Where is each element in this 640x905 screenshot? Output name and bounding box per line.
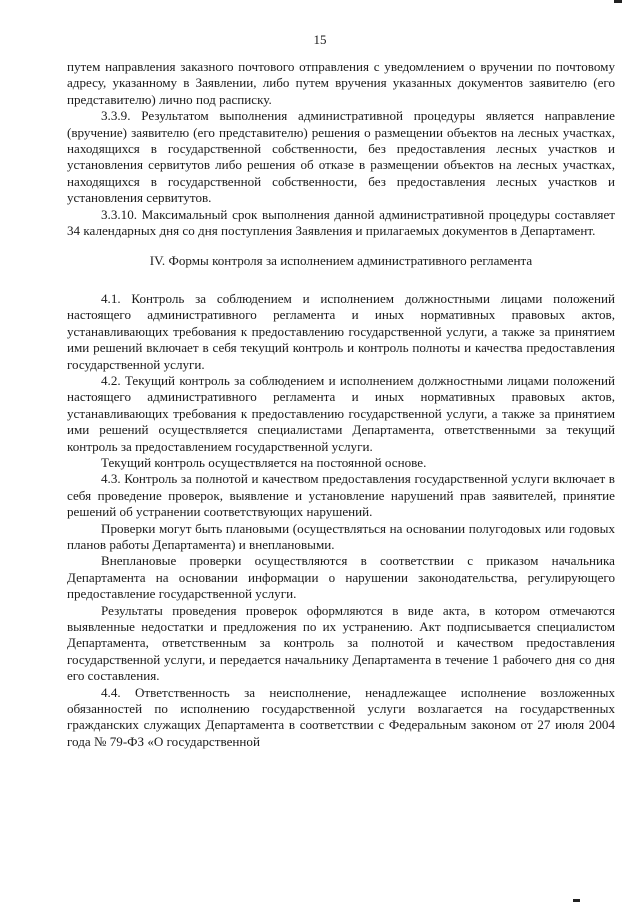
section-heading: IV. Формы контроля за исполнением административного регламента <box>149 253 533 269</box>
paragraph-4-4: 4.4. Ответственность за неисполнение, ненадлежащее исполнение возложенных обязанностей по исполнению государственной услуги возлагается на государственных гражданских служащих Департамента в соответствии с Федеральным законом от 27 июля 2004 года № 79-ФЗ «О государственной <box>67 684 615 749</box>
paragraph-unplanned-checks: Внеплановые проверки осуществляются в соответствии с приказом начальника Департамента на основании информации о нарушении законодательства, регулирующего предоставление государственной услуги. <box>67 553 615 602</box>
document-body <box>67 59 615 750</box>
paragraph-current-control: Текущий контроль осуществляется на постоянной основе. <box>101 454 427 470</box>
scan-mark-bottom <box>573 899 580 902</box>
paragraph-3-3-9: 3.3.9. Результатом выполнения административной процедуры является направление (вручение) заявителю (его представителю) решения о размещении объектов на лесных участках, находящихся в государственной собственности, без предоставления лесных участков и установления сервитутов либо решения об отказе в размещении объектов на лесных участках, находящихся в государственной собственности, без предоставления лесных участков и установления сервитутов. <box>67 108 615 206</box>
paragraph-4-3: 4.3. Контроль за полнотой и качеством предоставления государственной услуги включает в себя проведение проверок, выявление и установление нарушений прав заявителей, принятие решений об устранении соответствующих нарушений. <box>67 471 615 520</box>
paragraph-continuation: путем направления заказного почтового отправления с уведомлением о вручении по почтовому адресу, указанному в Заявлении, либо путем вручения указанных документов заявителю (его представителю) лично под расписку. <box>67 59 615 107</box>
scan-mark-top <box>614 0 622 3</box>
paragraph-4-2: 4.2. Текущий контроль за соблюдением и исполнением должностными лицами положений настоящего административного регламента и иных нормативных правовых актов, устанавливающих требования к предоставлению государственной услуги, а также за принятием ими решений осуществляется специалистами Департамента, ответственными за текущий контроль за предоставлением государственной услуги. <box>67 372 615 454</box>
paragraph-check-results: Результаты проведения проверок оформляются в виде акта, в котором отмечаются выявленные недостатки и предложения по их устранению. Акт подписывается специалистом Департамента, ответственным за контроль за полнотой и качеством предоставления государственной услуги, и передается начальнику Департамента в течение 1 рабочего дня со дня его составления. <box>67 602 615 684</box>
paragraph-planned-checks: Проверки могут быть плановыми (осуществляться на основании полугодовых или годовых планов работы Департамента) и внеплановыми. <box>67 520 615 552</box>
page-number: 15 <box>313 32 327 47</box>
paragraph-4-1: 4.1. Контроль за соблюдением и исполнением должностными лицами положений настоящего административного регламента и иных нормативных правовых актов, устанавливающих требования к предоставлению государственной услуги, а также за принятием ими решений включает в себя текущий контроль и контроль полноты и качества предоставления государственной услуги. <box>67 290 615 372</box>
paragraph-3-3-10: 3.3.10. Максимальный срок выполнения данной административной процедуры составляет 34 календарных дня со дня поступления Заявления и прилагаемых документов в Департамент. <box>67 206 615 239</box>
